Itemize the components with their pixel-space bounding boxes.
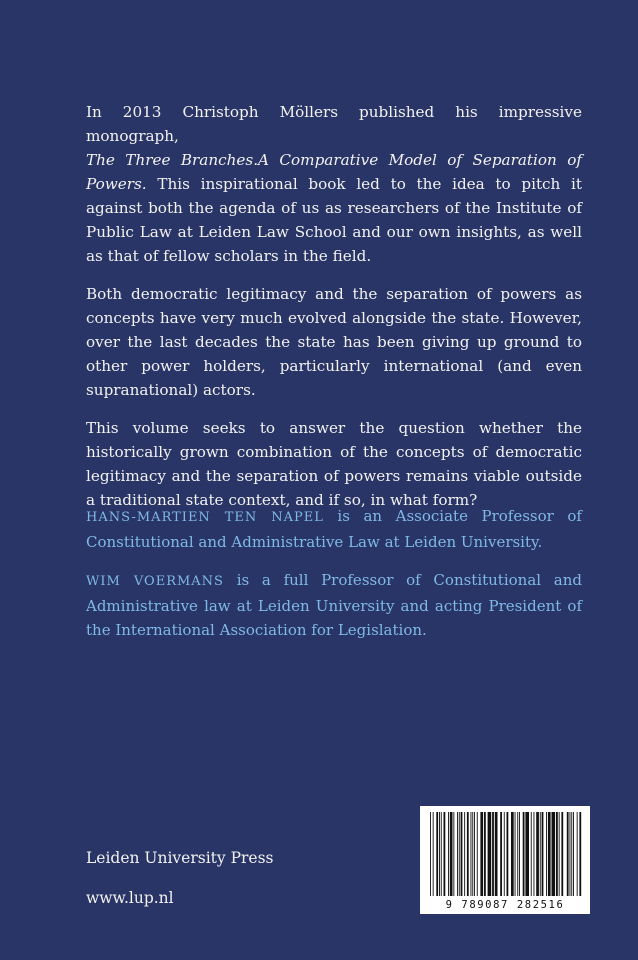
author-name-2: WIM VOERMANS	[86, 574, 224, 589]
barcode-bar	[448, 812, 449, 896]
barcode-bar	[556, 812, 558, 896]
barcode-bar	[579, 812, 581, 896]
author-bio-text-1: is an Associate Professor of Constitutional and Administrative Law at Leiden University.	[86, 507, 582, 551]
barcode-bar	[577, 812, 578, 896]
barcode-bar	[430, 812, 431, 896]
barcode-bar	[439, 812, 440, 896]
blurb-p1-rest: This inspirational book led to the idea to pitch it against both the agenda of us as researchers of the Institute of Public Law at Leiden Law School and our own insights, as well as that of fellow scholars in the field.	[86, 175, 582, 265]
book-title-reference: The Three Branches.A Comparative Model of Separation of Powers.	[86, 151, 582, 193]
author-bios	[86, 504, 582, 656]
barcode-bar	[548, 812, 551, 896]
isbn-number: 9 789087 282516	[445, 899, 565, 911]
barcode-bar	[515, 812, 516, 896]
blurb-paragraph-3: This volume seeks to answer the question whether the historically grown combination of the concepts of democratic legitimacy and the separation of powers remains viable outside a traditional state context, and if so, in what form?	[86, 419, 582, 509]
barcode-bar	[552, 812, 556, 896]
blurb	[86, 100, 582, 526]
isbn-barcode	[420, 806, 590, 914]
barcode-bar	[471, 812, 472, 896]
barcode-bar	[517, 812, 518, 896]
barcode-bar	[472, 812, 473, 896]
barcode-bar	[492, 812, 494, 896]
barcode-bar	[571, 812, 572, 896]
barcode-bar	[474, 812, 475, 896]
barcode-bar	[488, 812, 492, 896]
barcode-bar	[540, 812, 541, 896]
barcode-bar	[450, 812, 453, 896]
barcode-bar	[536, 812, 539, 896]
author-name-1: HANS-MARTIEN TEN NAPEL	[86, 510, 324, 525]
barcode-bar	[436, 812, 438, 896]
barcode-bar	[495, 812, 498, 896]
barcode-bars	[428, 812, 582, 896]
author-bio-1	[86, 504, 582, 554]
author-bio-2	[86, 568, 582, 642]
barcode-bar	[464, 812, 465, 896]
barcode-bar	[542, 812, 544, 896]
barcode-bar	[525, 812, 529, 896]
barcode-bar	[500, 812, 502, 896]
barcode-bar	[459, 812, 460, 896]
barcode-bar	[523, 812, 525, 896]
barcode-bar	[453, 812, 454, 896]
barcode-bar	[504, 812, 505, 896]
barcode-bar	[570, 812, 571, 896]
barcode-bar	[507, 812, 509, 896]
blurb-paragraph-1	[86, 100, 582, 268]
barcode-bar	[546, 812, 547, 896]
barcode-bar	[441, 812, 442, 896]
barcode-bar	[573, 812, 574, 896]
barcode-bar	[567, 812, 569, 896]
publisher-website: www.lup.nl	[86, 889, 174, 907]
barcode-bar	[519, 812, 520, 896]
blurb-paragraph-2: Both democratic legitimacy and the separation of powers as concepts have very much evolved alongside the state. However, over the last decades the state has been giving up ground to other power holders, particularly international (and even supranational) actors.	[86, 285, 582, 399]
barcode-bar	[559, 812, 560, 896]
barcode-bar	[484, 812, 486, 896]
barcode-bar	[534, 812, 535, 896]
publisher-name: Leiden University Press	[86, 849, 274, 867]
blurb-p1-lead: In 2013 Christoph Möllers published his impressive monograph,	[86, 103, 582, 145]
barcode-bar	[444, 812, 446, 896]
barcode-bar	[511, 812, 514, 896]
barcode-bar	[461, 812, 463, 896]
author-bio-text-2: is a full Professor of Constitutional and Administrative law at Leiden University and acting President of the International Association for Legislation.	[86, 571, 582, 639]
barcode-bar	[480, 812, 483, 896]
barcode-bar	[467, 812, 469, 896]
barcode-bar	[561, 812, 563, 896]
barcode-bar	[477, 812, 478, 896]
barcode-bar	[433, 812, 434, 896]
barcode-bar	[531, 812, 532, 896]
barcode-bar	[457, 812, 458, 896]
